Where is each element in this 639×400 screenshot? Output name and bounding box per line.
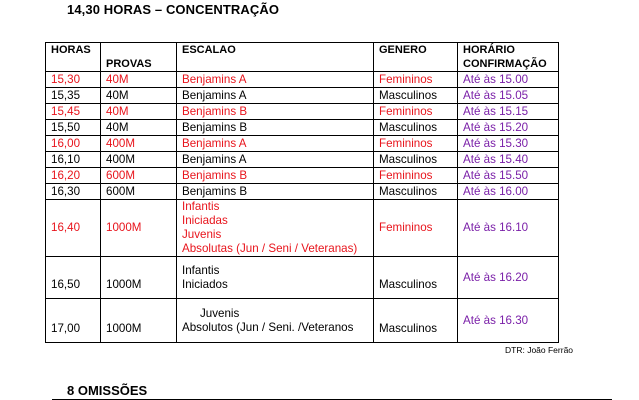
cell-genero: Masculinos (374, 88, 458, 104)
cell-confirmacao: Até às 15.05 (458, 88, 559, 104)
table-row (46, 88, 559, 104)
cell-escalao: Benjamins B (177, 184, 374, 200)
cell-confirmacao: Até às 16.20 (458, 257, 559, 299)
cell-hora: 16,50 (46, 257, 101, 299)
table-row (46, 120, 559, 136)
cell-confirmacao: Até às 16.00 (458, 184, 559, 200)
cell-prova: 600M (101, 184, 177, 200)
cell-hora: 15,30 (46, 72, 101, 88)
cell-hora: 16,40 (46, 200, 101, 257)
cell-escalao: Juvenis Absolutos (Jun / Seni. /Veteranos (177, 299, 374, 343)
header-escalao: ESCALAO (177, 43, 374, 72)
cell-prova: 40M (101, 88, 177, 104)
cell-prova: 1000M (101, 299, 177, 343)
cell-genero: Masculinos (374, 184, 458, 200)
cell-confirmacao: Até às 15.50 (458, 168, 559, 184)
cell-escalao: Benjamins B (177, 104, 374, 120)
schedule-table (45, 42, 559, 343)
cell-confirmacao: Até às 15.15 (458, 104, 559, 120)
cell-hora: 17,00 (46, 299, 101, 343)
table-row (46, 200, 559, 257)
cell-prova: 1000M (101, 257, 177, 299)
cell-hora: 16,00 (46, 136, 101, 152)
page-title: 14,30 HORAS – CONCENTRAÇÃO (67, 2, 280, 17)
section-heading: 8 OMISSÕES (67, 383, 148, 398)
cell-prova: 600M (101, 168, 177, 184)
cell-genero: Masculinos (374, 257, 458, 299)
cell-prova: 40M (101, 72, 177, 88)
cell-genero: Femininos (374, 104, 458, 120)
cell-escalao: Benjamins A (177, 136, 374, 152)
table-header-row (46, 43, 559, 72)
cell-confirmacao: Até às 15.40 (458, 152, 559, 168)
cell-hora: 15,50 (46, 120, 101, 136)
cell-confirmacao: Até às 15.30 (458, 136, 559, 152)
cell-escalao: Benjamins A (177, 72, 374, 88)
table-row (46, 257, 559, 299)
cell-confirmacao: Até às 16.10 (458, 200, 559, 257)
header-horas: HORAS (46, 43, 101, 72)
cell-genero: Femininos (374, 168, 458, 184)
table-row (46, 168, 559, 184)
cell-hora: 15,45 (46, 104, 101, 120)
footer-signature: DTR: João Ferrão (505, 345, 574, 355)
cell-prova: 400M (101, 136, 177, 152)
cell-confirmacao: Até às 15.00 (458, 72, 559, 88)
cell-escalao: Benjamins A (177, 88, 374, 104)
cell-hora: 16,30 (46, 184, 101, 200)
cell-escalao: Infantis Iniciados (177, 257, 374, 299)
table-row (46, 72, 559, 88)
cell-genero: Masculinos (374, 299, 458, 343)
cell-prova: 40M (101, 120, 177, 136)
cell-escalao: Benjamins B (177, 120, 374, 136)
table-row (46, 299, 559, 343)
cell-prova: 40M (101, 104, 177, 120)
cell-genero: Femininos (374, 200, 458, 257)
cell-prova: 1000M (101, 200, 177, 257)
table-row (46, 104, 559, 120)
cell-confirmacao: Até às 15.20 (458, 120, 559, 136)
table-row (46, 136, 559, 152)
table-row (46, 184, 559, 200)
cell-hora: 15,35 (46, 88, 101, 104)
cell-hora: 16,20 (46, 168, 101, 184)
cell-escalao: Infantis Iniciadas Juvenis Absolutas (Jun / Seni / Veteranas) (177, 200, 374, 257)
cell-hora: 16,10 (46, 152, 101, 168)
header-provas: PROVAS (101, 43, 177, 72)
cell-escalao: Benjamins A (177, 152, 374, 168)
table-row (46, 152, 559, 168)
header-genero: GENERO (374, 43, 458, 72)
cell-genero: Femininos (374, 72, 458, 88)
cell-genero: Masculinos (374, 152, 458, 168)
cell-genero: Femininos (374, 136, 458, 152)
cell-confirmacao: Até às 16.30 (458, 299, 559, 343)
cell-prova: 400M (101, 152, 177, 168)
cell-genero: Masculinos (374, 120, 458, 136)
cell-escalao: Benjamins B (177, 168, 374, 184)
header-horario: HORÁRIO CONFIRMAÇÃO (458, 43, 559, 72)
